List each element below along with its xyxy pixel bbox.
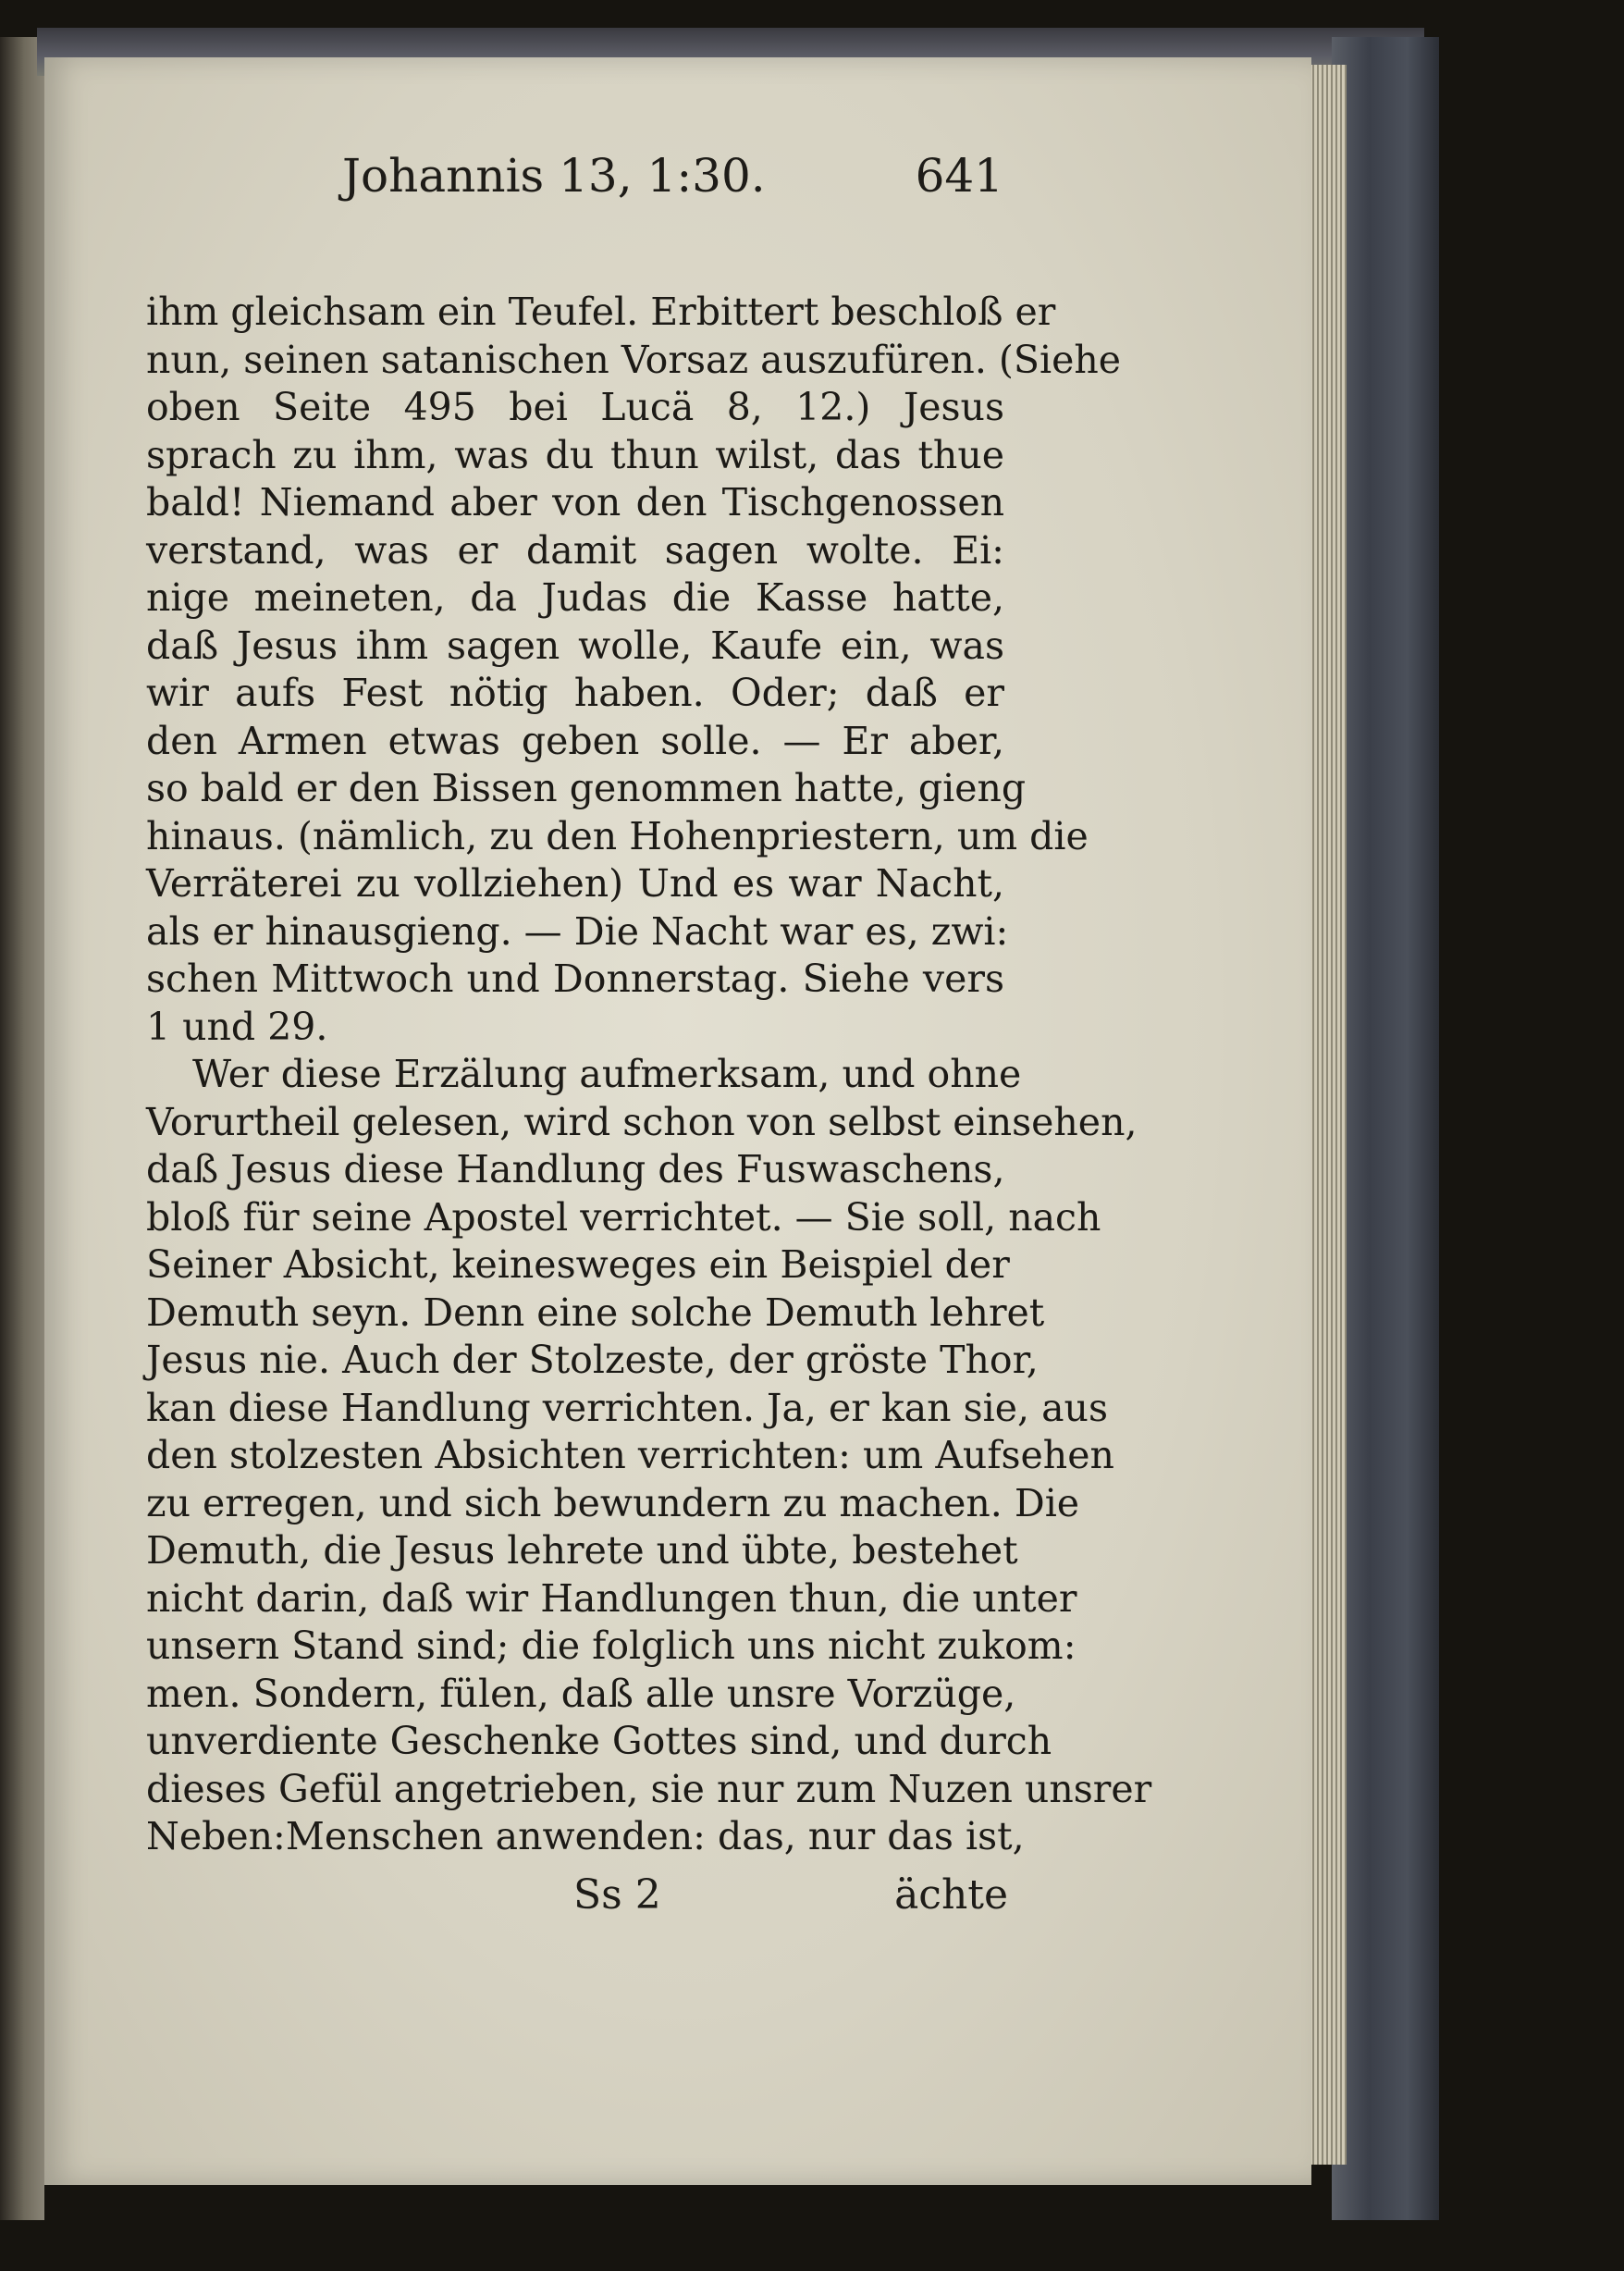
- text-line: 1 und 29.: [146, 1004, 328, 1049]
- text-line: schen Mittwoch und Donnerstag. Siehe vers: [146, 957, 1004, 1001]
- text-line: den stolzesten Absichten verrichten: um Aufsehen: [146, 1433, 1114, 1477]
- text-line: wir aufs Fest nötig haben. Oder; daß er: [146, 671, 1004, 715]
- page-number: 641: [915, 149, 1003, 203]
- signature-mark: Ss 2: [573, 1870, 661, 1919]
- text-line: daß Jesus diese Handlung des Fuswaschens,: [146, 1147, 1005, 1191]
- text-line: Jesus nie. Auch der Stolzeste, der gröste Thor,: [146, 1338, 1039, 1382]
- previous-page-edge: [0, 37, 44, 2220]
- text-line: unsern Stand sind; die folglich uns nicht zukom:: [146, 1623, 1077, 1668]
- text-line: als er hinausgieng. — Die Nacht war es, zwi:: [146, 908, 1009, 954]
- book-cover-edge: [1332, 37, 1439, 2220]
- text-line: unverdiente Geschenke Gottes sind, und durch: [146, 1719, 1052, 1763]
- text-line: zu erregen, und sich bewundern zu machen. Die: [146, 1480, 1080, 1525]
- text-line: Vorurtheil gelesen, wird schon von selbst einsehen,: [146, 1099, 1138, 1144]
- text-line: Seiner Absicht, keinesweges ein Beispiel der: [146, 1242, 1010, 1287]
- text-line: Neben:Menschen anwenden: das, nur das ist,: [146, 1814, 1025, 1858]
- text-line: hinaus. (nämlich, zu den Hohenpriestern, um die: [146, 813, 1089, 858]
- text-line: bloß für seine Apostel verrichtet. — Sie soll, nach: [146, 1194, 1101, 1240]
- text-line: bald! Niemand aber von den Tischgenossen: [146, 480, 1004, 525]
- text-line: Demuth seyn. Denn eine solche Demuth lehret: [146, 1290, 1045, 1335]
- text-line: dieses Gefül angetrieben, sie nur zum Nuzen unsrer: [146, 1766, 1152, 1811]
- text-line: verstand, was er damit sagen wolte. Ei:: [146, 527, 1004, 573]
- page-block-edge: [1310, 65, 1347, 2165]
- body-text: [146, 289, 1152, 1861]
- paragraph-start-line: Wer diese Erzälung aufmerksam, und ohne: [192, 1052, 1022, 1096]
- text-line: den Armen etwas geben solle. — Er aber,: [146, 718, 1004, 763]
- text-line: ihm gleichsam ein Teufel. Erbittert beschloß er: [146, 290, 1056, 334]
- text-line: nicht darin, daß wir Handlungen thun, die unter: [146, 1575, 1077, 1621]
- page-footer: [573, 1867, 1008, 1922]
- catchword: ächte: [894, 1870, 1008, 1919]
- text-line: so bald er den Bissen genommen hatte, gieng: [146, 766, 1027, 810]
- running-title: Johannis 13, 1:30.: [342, 149, 766, 203]
- text-line: kan diese Handlung verrichten. Ja, er kan sie, aus: [146, 1385, 1108, 1430]
- text-line: daß Jesus ihm sagen wolle, Kaufe ein, was: [146, 623, 1004, 668]
- text-line: Verräterei zu vollziehen) Und es war Nacht,: [146, 861, 1004, 906]
- page-header: [342, 139, 1003, 213]
- text-line: men. Sondern, fülen, daß alle unsre Vorzüge,: [146, 1671, 1016, 1716]
- text-line: nun, seinen satanischen Vorsaz auszufüren. (Siehe: [146, 337, 1122, 382]
- text-line: Demuth, die Jesus lehrete und übte, bestehet: [146, 1528, 1018, 1573]
- text-line: nige meineten, da Judas die Kasse hatte,: [146, 575, 1004, 620]
- text-line: oben Seite 495 bei Lucä 8, 12.) Jesus: [146, 385, 1004, 429]
- text-line: sprach zu ihm, was du thun wilst, das thue: [146, 432, 1004, 477]
